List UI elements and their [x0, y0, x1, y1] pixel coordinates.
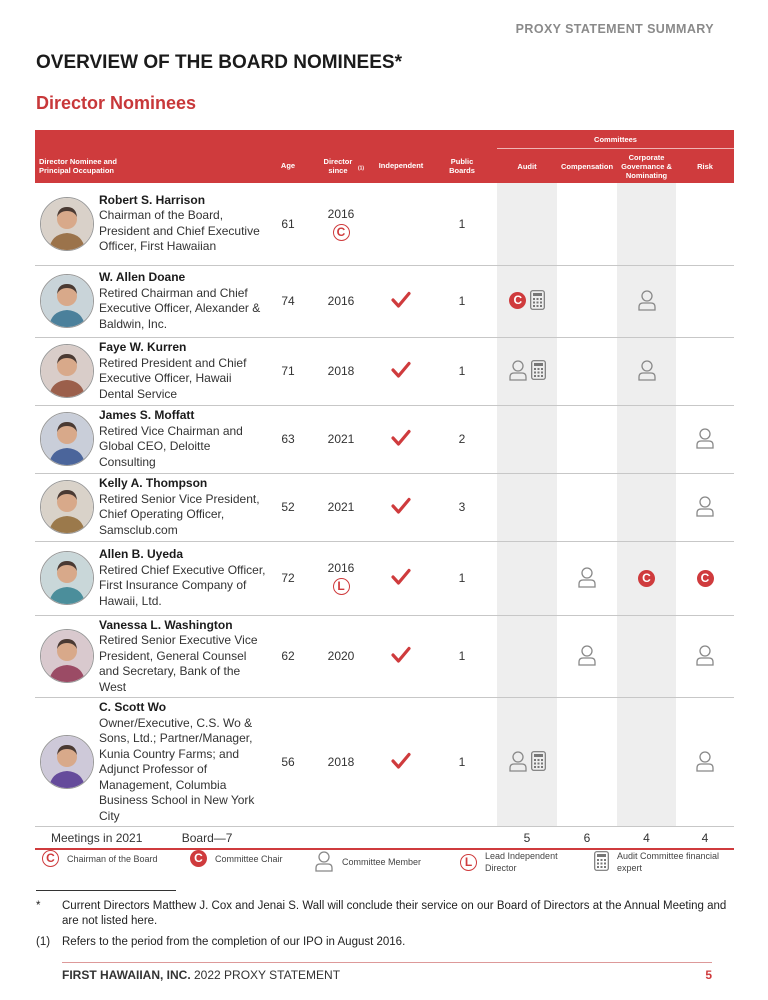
committee-member-icon — [508, 750, 528, 775]
legend — [38, 850, 738, 880]
risk-cell — [676, 265, 734, 337]
col-age-header: Age — [269, 149, 307, 184]
committee-chair-icon: C — [190, 850, 207, 867]
director-row — [35, 698, 734, 827]
governance-cell — [617, 183, 676, 265]
director-since: 2021 — [327, 432, 355, 446]
col-audit-header: Audit — [497, 149, 557, 184]
director-row — [35, 615, 734, 698]
audit-cell — [497, 698, 557, 827]
risk-cell — [676, 698, 734, 827]
governance-cell — [617, 473, 676, 541]
meetings-row — [35, 827, 734, 850]
chairman-icon: C — [42, 850, 59, 867]
compensation-cell — [557, 183, 617, 265]
director-name: C. Scott Wo — [99, 700, 167, 714]
director-since: 2020 — [327, 649, 355, 664]
independent-cell — [375, 615, 427, 698]
director-since: 2021 — [327, 500, 355, 514]
director-occupation: Retired Chairman and Chief Executive Officer, Alexander & Baldwin, Inc. — [99, 285, 261, 331]
meetings-label: Meetings in 2021 — [51, 830, 143, 845]
audit-cell — [497, 541, 557, 615]
risk-cell — [676, 473, 734, 541]
audit-cell — [497, 405, 557, 473]
governance-meetings: 4 — [617, 827, 676, 850]
public-boards: 2 — [427, 405, 497, 473]
legend-committee-chair: C Committee Chair — [190, 850, 283, 867]
committee-member-icon — [577, 644, 597, 669]
director-since-cell — [307, 473, 375, 541]
director-since-cell — [307, 265, 375, 337]
director-age: 56 — [269, 698, 307, 827]
director-occupation: Retired Vice Chairman and Global CEO, Deloitte Consulting — [99, 423, 243, 469]
director-occupation: Retired Senior Executive Vice President, General Counsel and Secretary, Bank of the West — [99, 633, 258, 694]
committee-member-icon — [637, 359, 657, 384]
legend-financial-expert: Audit Committee financial expert — [594, 850, 729, 874]
director-since: 2018 — [327, 755, 355, 769]
director-occupation: Retired President and Chief Executive Officer, Hawaii Dental Service — [99, 355, 247, 401]
committee-chair-icon: C — [509, 292, 526, 309]
director-since: 2018 — [327, 364, 355, 378]
checkmark-icon — [391, 568, 411, 589]
director-age: 61 — [269, 183, 307, 265]
director-row — [35, 183, 734, 265]
committee-member-icon — [577, 566, 597, 591]
footnote-1: * Current Directors Matthew J. Cox and Jenai S. Wall will conclude their service on our Board of Directors at the Annual Meeting and are not listed here. — [36, 900, 727, 927]
independent-cell — [375, 183, 427, 265]
director-age: 52 — [269, 473, 307, 541]
director-photo — [40, 274, 94, 328]
audit-cell — [497, 265, 557, 337]
page-title: OVERVIEW OF THE BOARD NOMINEES* — [36, 52, 402, 73]
board-nominees-table — [35, 130, 734, 850]
lead-director-icon: L — [460, 854, 477, 871]
director-name: Robert S. Harrison — [99, 192, 206, 207]
director-row — [35, 473, 734, 541]
director-occupation: Owner/Executive, C.S. Wo & Sons, Ltd.; Partner/Manager, Kunia Country Farms; and Adjunct Professor of Management, Columbia Business School in New York City — [99, 715, 255, 823]
calculator-icon — [594, 851, 609, 873]
calculator-icon — [531, 751, 546, 774]
checkmark-icon — [391, 752, 411, 773]
col-public-boards-header: Public Boards — [427, 149, 497, 184]
col-governance-header: Corporate Governance & Nominating — [617, 149, 676, 184]
chairman-icon: C — [333, 224, 350, 241]
director-photo — [40, 480, 94, 534]
risk-cell — [676, 615, 734, 698]
committee-member-icon — [695, 644, 715, 669]
legend-lead-director: L Lead Independent Director — [460, 850, 569, 874]
public-boards: 3 — [427, 473, 497, 541]
director-photo — [40, 197, 94, 251]
independent-cell — [375, 541, 427, 615]
director-photo — [40, 412, 94, 466]
committees-label: Committees — [497, 130, 734, 149]
independent-cell — [375, 265, 427, 337]
footnote-2: (1) Refers to the period from the completion of our IPO in August 2016. — [36, 936, 406, 948]
compensation-cell — [557, 405, 617, 473]
director-row — [35, 541, 734, 615]
director-name: Vanessa L. Washington — [99, 617, 233, 632]
page-number: 5 — [705, 968, 712, 982]
director-age: 72 — [269, 541, 307, 615]
independent-cell — [375, 473, 427, 541]
director-age: 63 — [269, 405, 307, 473]
director-photo — [40, 629, 94, 683]
col-compensation-header: Compensation — [557, 149, 617, 184]
compensation-cell — [557, 541, 617, 615]
director-since-cell — [307, 337, 375, 405]
independent-cell — [375, 337, 427, 405]
director-name: W. Allen Doane — [99, 270, 186, 284]
page-footer — [62, 962, 712, 982]
director-row — [35, 265, 734, 337]
director-since-cell — [307, 183, 375, 265]
risk-meetings: 4 — [676, 827, 734, 850]
director-photo — [40, 344, 94, 398]
director-occupation: Retired Senior Vice President, Chief Operating Officer, Samsclub.com — [99, 491, 260, 537]
governance-cell — [617, 265, 676, 337]
checkmark-icon — [391, 497, 411, 518]
public-boards: 1 — [427, 698, 497, 827]
audit-cell — [497, 337, 557, 405]
public-boards: 1 — [427, 183, 497, 265]
director-row — [35, 405, 734, 473]
director-since: 2016 — [327, 294, 355, 308]
director-name: Allen B. Uyeda — [99, 547, 184, 561]
compensation-cell — [557, 615, 617, 698]
committee-member-icon — [637, 289, 657, 314]
lead-director-icon: L — [333, 578, 350, 595]
footnote-divider — [36, 890, 176, 891]
checkmark-icon — [391, 291, 411, 312]
public-boards: 1 — [427, 541, 497, 615]
governance-cell — [617, 698, 676, 827]
director-since-cell — [307, 405, 375, 473]
committee-chair-icon: C — [697, 570, 714, 587]
calculator-icon — [531, 360, 546, 383]
audit-meetings: 5 — [497, 827, 557, 850]
governance-cell — [617, 337, 676, 405]
audit-cell — [497, 615, 557, 698]
checkmark-icon — [391, 646, 411, 667]
checkmark-icon — [391, 361, 411, 382]
director-since-cell — [307, 541, 375, 615]
independent-cell — [375, 698, 427, 827]
governance-cell — [617, 405, 676, 473]
footer-doc: 2022 PROXY STATEMENT — [190, 968, 341, 982]
director-since-cell — [307, 615, 375, 698]
risk-cell — [676, 337, 734, 405]
legend-chairman: C Chairman of the Board — [42, 850, 158, 867]
committee-member-icon — [695, 427, 715, 452]
governance-cell — [617, 541, 676, 615]
director-name: James S. Moffatt — [99, 408, 195, 422]
board-meetings: Board—7 — [181, 830, 233, 845]
director-photo — [40, 551, 94, 605]
committee-member-icon — [314, 850, 334, 874]
director-since: 2016 — [327, 206, 355, 221]
audit-cell — [497, 183, 557, 265]
risk-cell — [676, 183, 734, 265]
checkmark-icon — [391, 429, 411, 450]
director-photo — [40, 735, 94, 789]
director-since-cell — [307, 698, 375, 827]
director-age: 71 — [269, 337, 307, 405]
independent-cell — [375, 405, 427, 473]
public-boards: 1 — [427, 337, 497, 405]
section-subtitle: Director Nominees — [36, 93, 197, 113]
audit-cell — [497, 473, 557, 541]
risk-cell — [676, 541, 734, 615]
director-since: 2016 — [327, 561, 355, 575]
public-boards: 1 — [427, 615, 497, 698]
col-independent-header: Independent — [375, 149, 427, 184]
public-boards: 1 — [427, 265, 497, 337]
director-name: Faye W. Kurren — [99, 340, 187, 354]
compensation-cell — [557, 337, 617, 405]
col-risk-header: Risk — [676, 149, 734, 184]
director-name: Kelly A. Thompson — [99, 476, 208, 490]
governance-cell — [617, 615, 676, 698]
director-row — [35, 337, 734, 405]
section-header: PROXY STATEMENT SUMMARY — [515, 22, 714, 36]
compensation-cell — [557, 473, 617, 541]
compensation-meetings: 6 — [557, 827, 617, 850]
col-director-since-header: Director since $^{(1)}$ — [307, 149, 375, 184]
director-age: 74 — [269, 265, 307, 337]
legend-committee-member: Committee Member — [314, 850, 421, 874]
director-occupation: Retired Chief Executive Officer, First Insurance Company of Hawaii, Ltd. — [99, 562, 266, 608]
footer-company: FIRST HAWAIIAN, INC. — [62, 968, 191, 982]
director-occupation: Chairman of the Board, President and Chief Executive Officer, First Hawaiian — [99, 208, 260, 254]
compensation-cell — [557, 698, 617, 827]
committee-member-icon — [695, 750, 715, 775]
committee-chair-icon: C — [638, 570, 655, 587]
risk-cell — [676, 405, 734, 473]
calculator-icon — [530, 290, 545, 313]
director-age: 62 — [269, 615, 307, 698]
compensation-cell — [557, 265, 617, 337]
col-name-header: Director Nominee and Principal Occupation — [35, 149, 269, 184]
committee-member-icon — [695, 495, 715, 520]
committee-member-icon — [508, 359, 528, 384]
